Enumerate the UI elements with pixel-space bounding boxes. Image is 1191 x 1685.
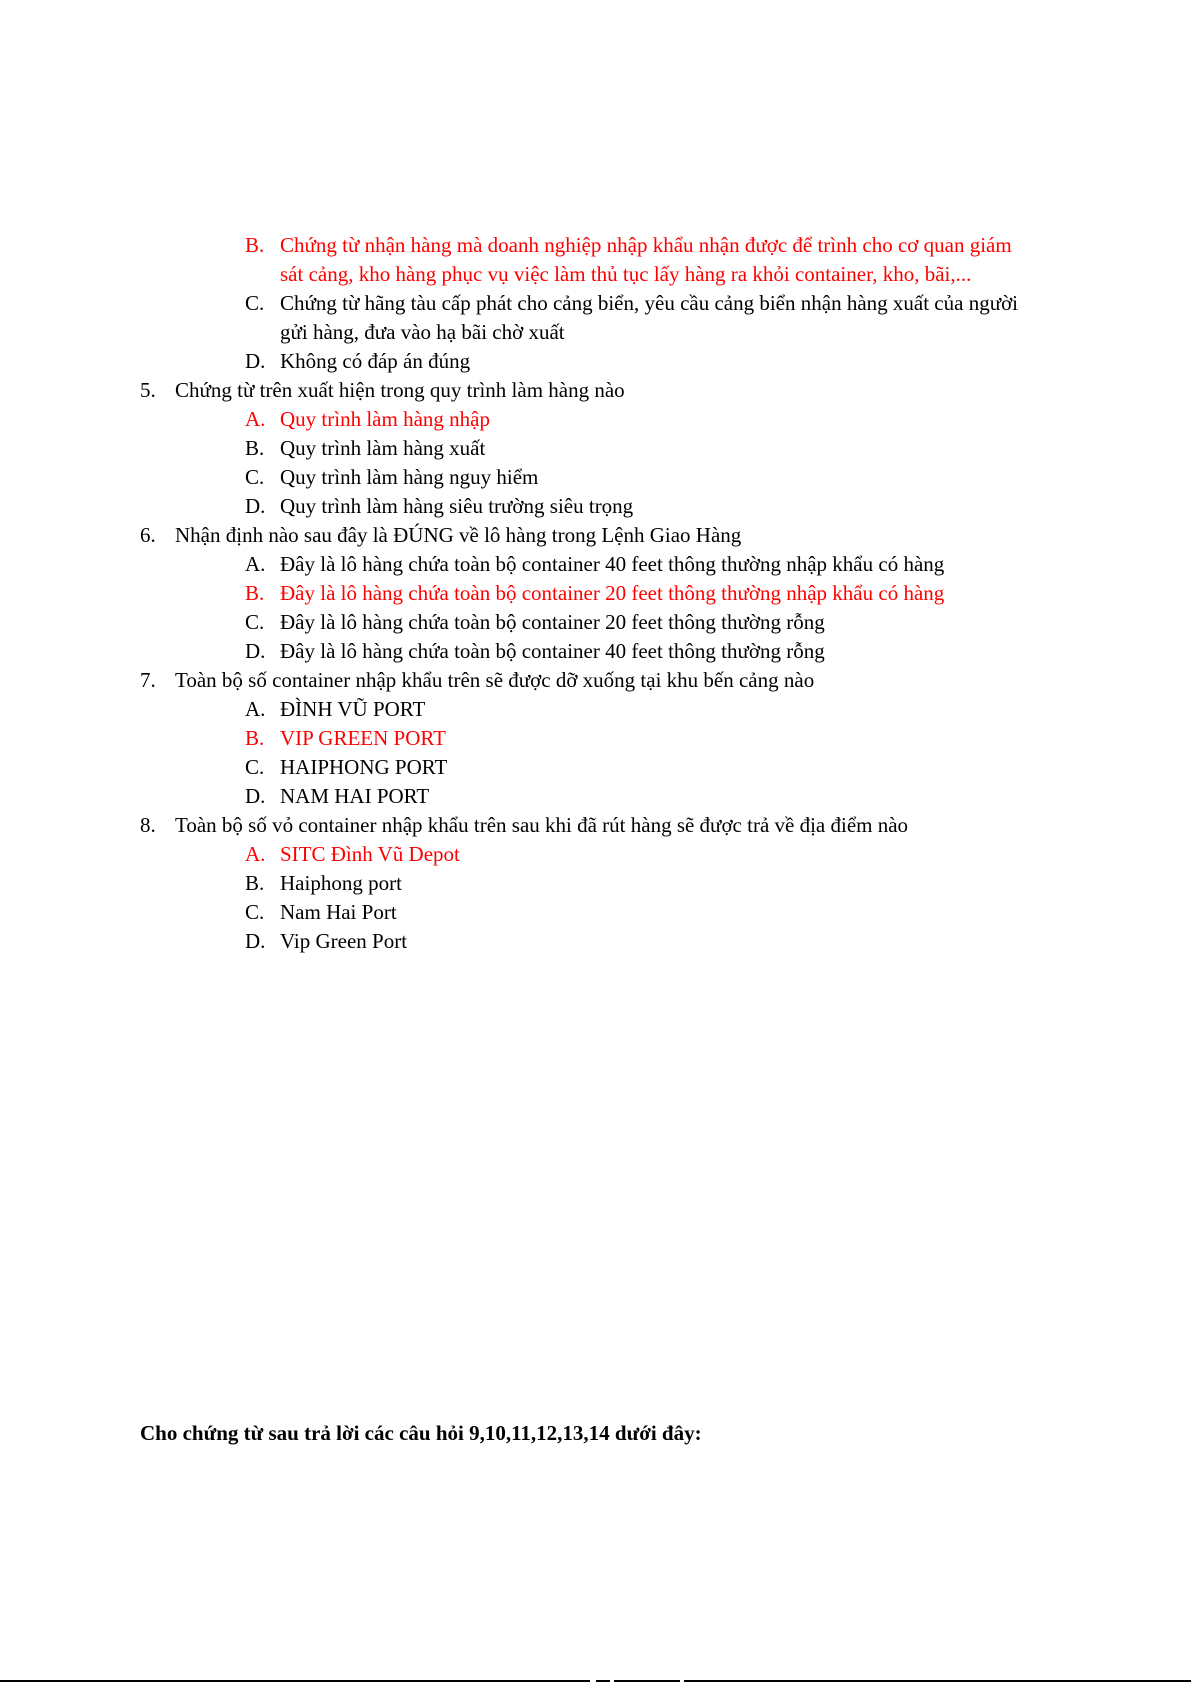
section-heading: Cho chứng từ sau trả lời các câu hỏi 9,10,11,12,13,14 dưới đây:	[140, 1421, 702, 1445]
document-page: B. Chứng từ nhận hàng mà doanh nghiệp nhập khẩu nhận được để trình cho cơ quan giám sát cảng, kho hàng phục vụ việc làm thủ tục lấy hàng ra khỏi container, kho, bãi,... C. Chứng từ hãng tàu cấp phát cho cảng biển, yêu cầu cảng biển nhận hàng xuất của người gửi hàng, đưa vào hạ bãi chờ xuất D. Không có đáp án đúng 5. Chứng từ trên xuất hiện trong quy trình làm hàng nào A. Quy trình làm hàng nhập B. Quy trình làm hàng xuất C. Quy trình làm hàng nguy hiểm D. Quy trình làm hàng siêu trường siêu trọng 6. Nhận định nào sau đây là ĐÚNG về lô hàng trong Lệnh Giao Hàng A. Đây là lô hàng chứa toàn bộ container 40 feet thông thường nhập khẩu có hàng B. Đây là lô hàng chứa toàn bộ container 20 feet thông thường nhập khẩu có hàng C. Đây là lô hàng chứa toàn bộ container 20 feet thông thường rỗng D. Đây là lô hàng chứa toàn bộ container 40 feet thông thường rỗng 7. Toàn bộ số container nhập khẩu trên sẽ được dỡ xuống tại khu bến cảng nào A. ĐÌNH VŨ PORT B. VIP GREEN PORT C. HAIPHONG PORT D. NAM HAI PORT 8. Toàn bộ số vỏ container nhập khẩu trên sau khi đã rút hàng sẽ được trả về địa điểm nào A. SITC Đình Vũ Depot B. Haiphong port C. Nam Hai Port D. Vip Green Port Cho chứng từ sau trả lời các câu hỏi 9,10,11,12,13,14 dưới đây:	[0, 0, 1191, 1685]
rule-gap	[590, 1679, 596, 1683]
rule-gap	[680, 1679, 684, 1683]
rule-gap	[610, 1679, 614, 1683]
